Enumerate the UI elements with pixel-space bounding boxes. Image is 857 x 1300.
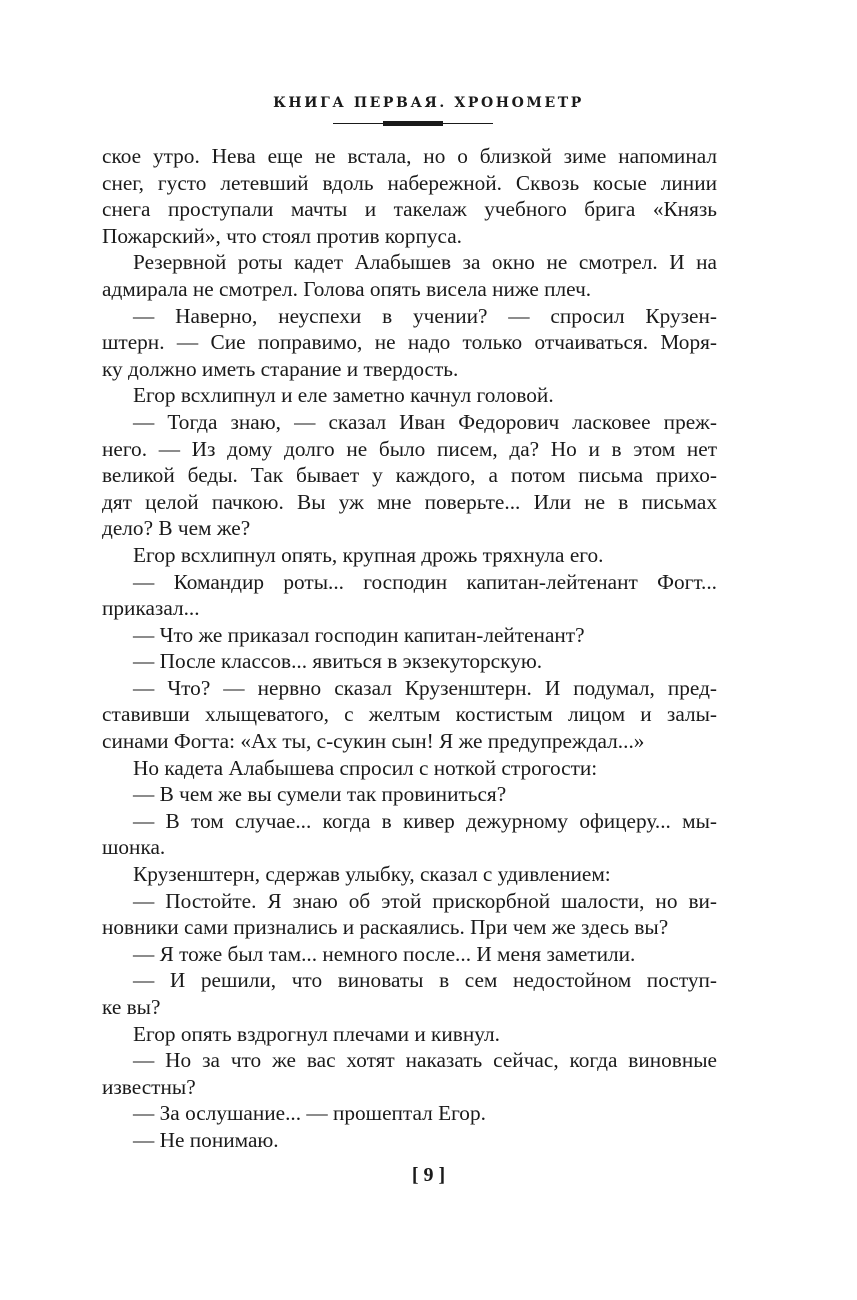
text-line: Резервной роты кадет Алабышев за окно не смотрел. И на [133, 250, 717, 275]
text-line: ское утро. Нева еще не встала, но о близкой зиме напоминал [102, 144, 717, 168]
text-line: приказал... [102, 596, 200, 621]
text-line: Егор опять вздрогнул плечами и кивнул. [133, 1021, 500, 1046]
text-line: — Что же приказал господин капитан-лейтенант? [133, 622, 585, 647]
text-line: ке вы? [102, 995, 161, 1019]
text-line: ку должно иметь старание и твердость. [102, 356, 459, 381]
body-text [102, 143, 717, 1154]
text-line: Пожарский», что стоял против корпуса. [102, 223, 462, 248]
text-line: — Тогда знаю, — сказал Иван Федорович ласковее преж- [133, 409, 717, 434]
text-line: Егор всхлипнул опять, крупная дрожь тряхнула его. [133, 542, 604, 567]
text-line: — За ослушание... — прошептал Егор. [133, 1101, 486, 1126]
text-line: — Командир роты... господин капитан-лейтенант Фогт... [133, 569, 717, 594]
text-line: — После классов... явиться в экзекуторскую. [133, 649, 543, 674]
text-line: — Наверно, неуспехи в учении? — спросил Крузен- [133, 303, 717, 328]
text-line: адмирала не смотрел. Голова опять висела ниже плеч. [102, 276, 592, 301]
text-line: — Что? — нервно сказал Крузенштерн. И подумал, пред- [133, 675, 717, 700]
text-line: — В чем же вы сумели так провиниться? [133, 782, 507, 807]
text-line: — В том случае... когда в кивер дежурному офицеру... мы- [133, 808, 717, 833]
text-line: — Но за что же вас хотят наказать сейчас, когда виновные [133, 1048, 717, 1073]
running-head-title: КНИГА ПЕРВАЯ. ХРОНОМЕТР [273, 95, 584, 111]
text-line: штерн. — Сие поправимо, не надо только отчаиваться. Моря- [102, 330, 717, 355]
text-line: — И решили, что виноваты в сем недостойном поступ- [133, 968, 717, 993]
text-line: Крузенштерн, сдержав улыбку, сказал с удивлением: [133, 862, 611, 887]
text-line: шонка. [102, 835, 166, 860]
text-line: великой беды. Так бывает у каждого, а потом письма прихо- [102, 463, 717, 488]
text-line: новники сами признались и раскаялись. При чем же здесь вы? [102, 915, 669, 940]
text-line: дело? В чем же? [102, 516, 251, 541]
text-line: синами Фогта: «Ах ты, с-сукин сын! Я же предупреждал...» [102, 729, 645, 754]
page-number: [ 9 ] [411, 1164, 446, 1186]
text-line: — Постойте. Я знаю об этой прискорбной шалости, но ви- [133, 888, 717, 913]
text-line: снег, густо летевший вдоль набережной. Сквозь косые линии [102, 170, 717, 195]
text-line: снега проступали мачты и такелаж учебного брига «Князь [102, 197, 717, 222]
text-line: Но кадета Алабышева спросил с ноткой строгости: [133, 755, 598, 780]
text-line: Егор всхлипнул и еле заметно качнул головой. [133, 383, 554, 408]
text-line: — Не понимаю. [133, 1127, 279, 1152]
text-line: него. — Из дому долго не было писем, да? Но и в этом нет [102, 436, 717, 461]
text-line: известны? [102, 1074, 196, 1099]
header-rule-ornament [383, 121, 443, 126]
text-line: дят целой пачкою. Вы уж мне поверьте... Или не в письмах [102, 489, 717, 514]
text-line: — Я тоже был там... немного после... И меня заметили. [133, 941, 636, 966]
text-line: ставивши хлыщеватого, с желтым костистым лицом и залы- [102, 702, 717, 727]
